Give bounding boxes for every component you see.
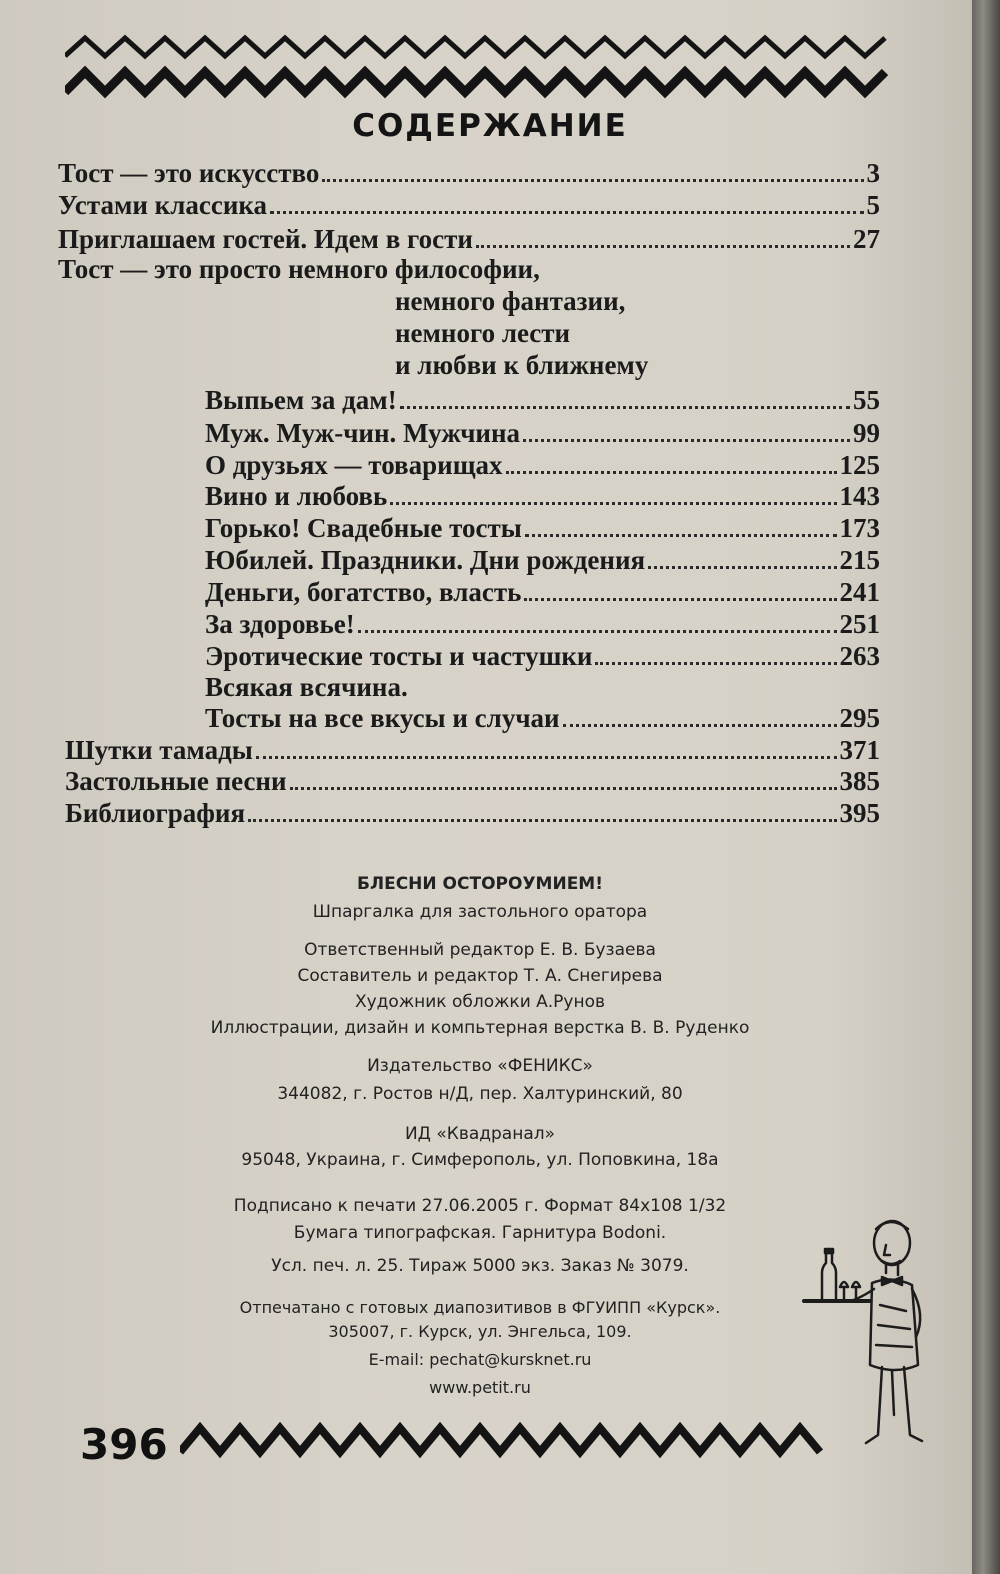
imprint-email: E-mail: pechat@kursknet.ru <box>368 1350 592 1369</box>
top-zigzag-border-icon <box>65 32 890 107</box>
toc-entry: Вино и любовь 143 <box>205 481 880 511</box>
imprint-publisher2: ИД «Квадранал» <box>404 1124 556 1144</box>
toc-entry: Горько! Свадебные тосты 173 <box>205 513 880 543</box>
imprint-publisher-address: 344082, г. Ростов н/Д, пер. Халтуринский, 80 <box>277 1084 683 1104</box>
toc-entry: Эротические тосты и частушки 263 <box>205 641 880 671</box>
contents-title: СОДЕРЖАНИЕ <box>352 108 628 144</box>
toc-entry: Приглашаем гостей. Идем в гости 27 <box>58 224 880 254</box>
page-number: 396 <box>80 1420 168 1469</box>
imprint-publisher: Издательство «ФЕНИКС» <box>367 1056 593 1076</box>
imprint-compiler: Составитель и редактор Т. А. Снегирева <box>297 966 663 986</box>
toc-entry: Тост — это искусство 3 <box>58 158 880 188</box>
imprint-printed: Отпечатано с готовых диапозитивов в ФГУИПП «Курск». <box>239 1298 721 1317</box>
toc-entry: Устами классика 5 <box>58 190 880 220</box>
imprint-website: www.petit.ru <box>429 1378 531 1397</box>
imprint-paper: Бумага типографская. Гарнитура Bodoni. <box>293 1223 667 1243</box>
toc-entry: Юбилей. Праздники. Дни рождения 215 <box>205 545 880 575</box>
toc-entry: Муж. Муж-чин. Мужчина 99 <box>205 418 880 448</box>
toc-entry: За здоровье! 251 <box>205 609 880 639</box>
imprint-print-run: Усл. печ. л. 25. Тираж 5000 экз. Заказ № 3079. <box>271 1256 689 1276</box>
toc-section-heading: и любви к ближнему <box>395 350 649 380</box>
toc-entry: Застольные песни 385 <box>65 766 880 796</box>
imprint-signed: Подписано к печати 27.06.2005 г. Формат 84x108 1/32 <box>233 1196 727 1216</box>
toc-section-heading: Тост — это просто немного философии, <box>58 254 540 284</box>
imprint-publisher2-address: 95048, Украина, г. Симферополь, ул. Поповкина, 18а <box>241 1150 719 1170</box>
imprint-cover-artist: Художник обложки А.Рунов <box>354 992 606 1012</box>
toc-entry: Выпьем за дам! 55 <box>205 385 880 415</box>
imprint-printer-address: 305007, г. Курск, ул. Энгельса, 109. <box>328 1322 632 1341</box>
waiter-with-tray-illustration <box>800 1215 950 1450</box>
toc-entry: Шутки тамады 371 <box>65 735 880 765</box>
toc-section-heading: немного фантазии, <box>395 286 626 316</box>
imprint-editor: Ответственный редактор Е. В. Бузаева <box>304 940 656 960</box>
imprint-subtitle: Шпаргалка для застольного оратора <box>312 902 648 922</box>
toc-entry: Тосты на все вкусы и случаи 295 <box>205 703 880 733</box>
bottom-zigzag-border-icon <box>180 1418 828 1464</box>
toc-section-heading: Всякая всячина. <box>205 672 408 702</box>
imprint-book-title: БЛЕСНИ ОСТОРОУМИЕМ! <box>357 874 603 894</box>
toc-entry: Деньги, богатство, власть 241 <box>205 577 880 607</box>
imprint-design: Иллюстрации, дизайн и компьтерная верстка В. В. Руденко <box>210 1018 750 1038</box>
book-spine <box>972 0 1000 1574</box>
toc-section-heading: немного лести <box>395 318 571 348</box>
toc-entry: Библиография 395 <box>65 798 880 828</box>
toc-entry: О друзьях — товарищах 125 <box>205 450 880 480</box>
